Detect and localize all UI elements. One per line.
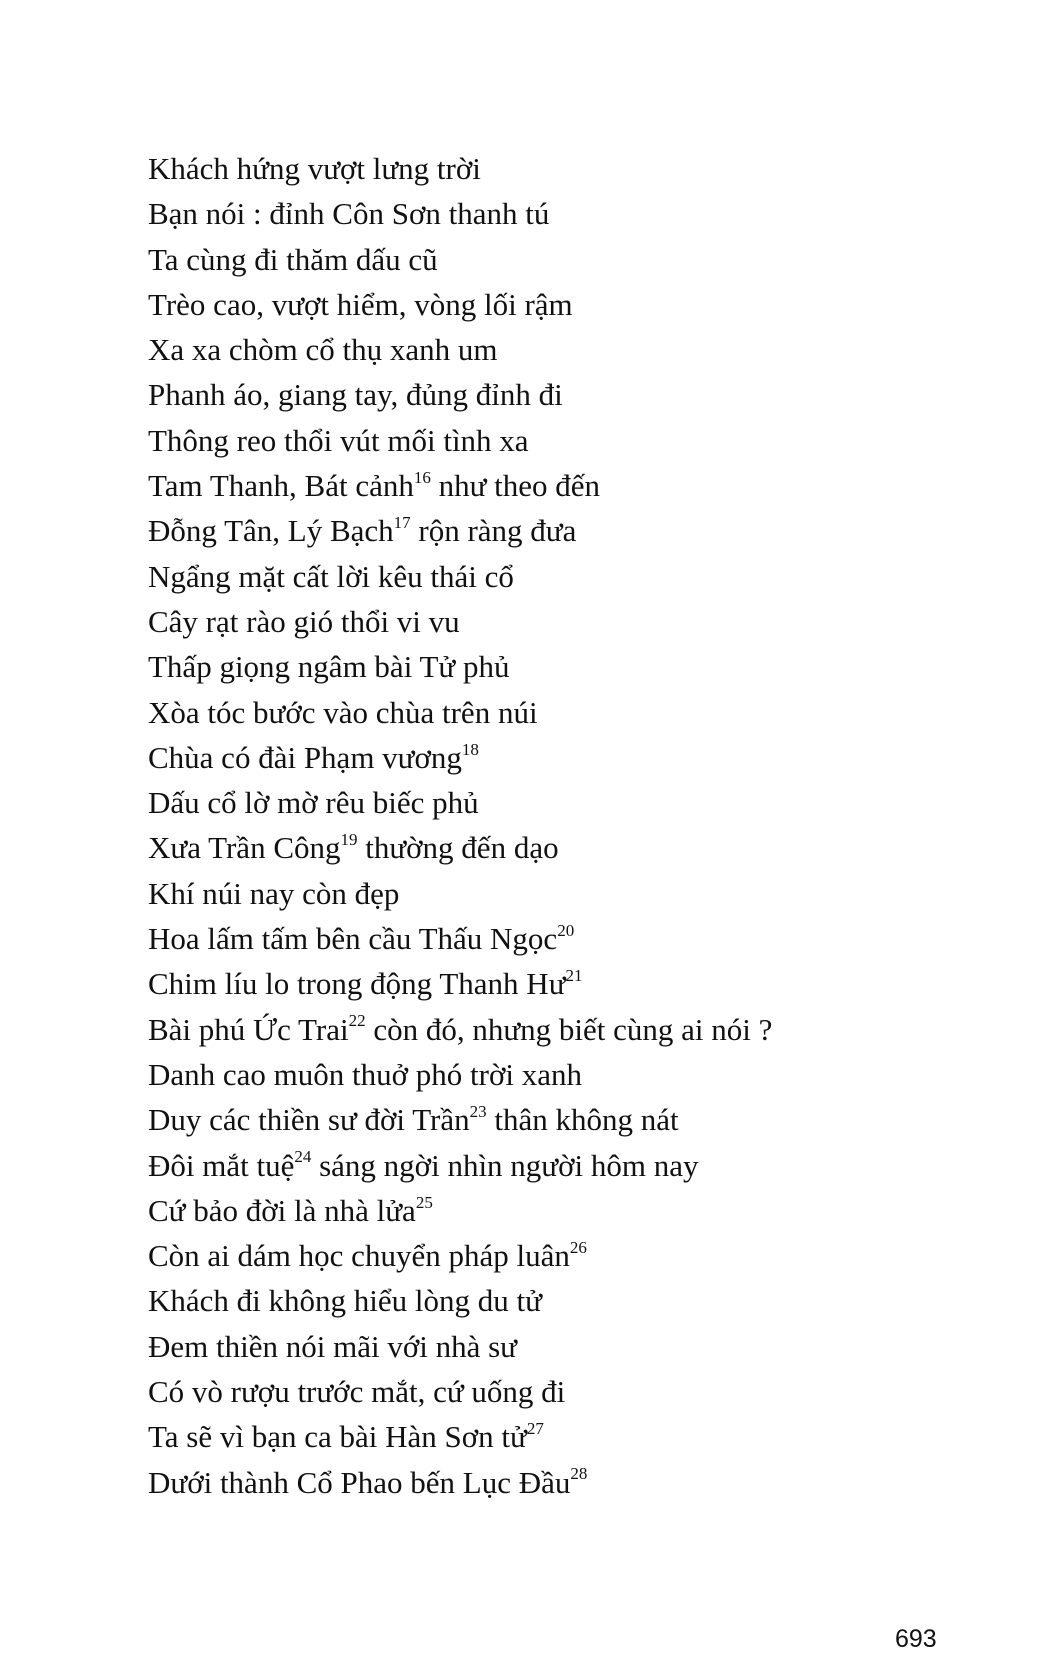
poem-line-text: Xòa tóc bước vào chùa trên núi	[148, 694, 538, 730]
poem-line	[148, 780, 1028, 825]
poem-line	[148, 690, 1028, 735]
poem-line-text: Ta cùng đi thăm dấu cũ	[148, 241, 438, 277]
poem-line	[148, 508, 1028, 553]
footnote-marker: 24	[294, 1147, 312, 1167]
footnote-marker: 20	[557, 920, 575, 940]
poem-line	[148, 1143, 1028, 1188]
footnote-marker: 26	[569, 1237, 587, 1257]
poem-line-text: Khách hứng vượt lưng trời	[148, 151, 481, 186]
footnote-marker: 23	[469, 1101, 487, 1121]
poem-line-text: Chim líu lo trong động Thanh Hư	[148, 966, 566, 1002]
footnote-marker: 21	[565, 966, 583, 986]
poem-line-text: Cứ bảo đời là nhà lửa	[148, 1192, 416, 1228]
poem-line-text: Xưa Trần Công	[148, 830, 341, 866]
poem-line	[148, 1460, 1028, 1505]
footnote-marker: 19	[340, 830, 358, 850]
poem-line-continuation: thường đến dạo	[357, 830, 559, 866]
poem-line	[148, 825, 1028, 870]
poem-line	[148, 237, 1028, 282]
poem-line	[148, 282, 1028, 327]
poem-line-text: Duy các thiền sư đời Trần	[148, 1102, 470, 1138]
poem-line	[148, 372, 1028, 417]
poem-line-continuation: như theo đến	[430, 468, 601, 504]
footnote-marker: 27	[526, 1418, 544, 1438]
poem-line	[148, 1233, 1028, 1278]
poem-line-text: Xa xa chòm cổ thụ xanh um	[148, 332, 498, 368]
footnote-marker: 25	[415, 1192, 433, 1212]
poem-line-text: Bài phú Ức Trai	[148, 1011, 349, 1047]
poem-line-text: Trèo cao, vượt hiểm, vòng lối rậm	[148, 286, 573, 322]
poem-line	[148, 418, 1028, 463]
poem-line-text: Hoa lấm tấm bên cầu Thấu Ngọc	[148, 921, 558, 957]
footnote-marker: 16	[413, 467, 431, 487]
poem-line	[148, 1188, 1028, 1233]
poem-line	[148, 871, 1028, 916]
poem-line	[148, 1278, 1028, 1323]
poem-line-text: Khách đi không hiểu lòng du tử	[148, 1283, 542, 1319]
poem-line-text: Ngẩng mặt cất lời kêu thái cổ	[148, 558, 514, 594]
poem-line	[148, 961, 1028, 1006]
page-number: 693	[895, 1625, 937, 1653]
poem-line	[148, 463, 1028, 508]
footnote-marker: 22	[348, 1011, 366, 1031]
poem-line	[148, 1097, 1028, 1142]
poem-line	[148, 1007, 1028, 1052]
poem-line	[148, 1324, 1028, 1369]
poem-line-text: Phanh áo, giang tay, đủng đỉnh đi	[148, 377, 563, 413]
footnote-marker: 18	[461, 739, 479, 759]
poem-line-text: Chùa có đài Phạm vương	[148, 739, 462, 775]
poem-line-continuation: sáng ngời nhìn người hôm nay	[311, 1147, 699, 1183]
poem-line	[148, 644, 1028, 689]
poem-line-text: Thông reo thổi vút mối tình xa	[148, 422, 529, 458]
poem-line-text: Dấu cổ lờ mờ rêu biếc phủ	[148, 785, 479, 821]
poem-line-continuation: thân không nát	[486, 1102, 679, 1138]
poem-line-text: Tam Thanh, Bát cảnh	[148, 468, 414, 504]
poem-line-text: Cây rạt rào gió thổi vi vu	[148, 603, 460, 639]
poem-line	[148, 1052, 1028, 1097]
poem-line	[148, 1414, 1028, 1459]
poem-line-text: Bạn nói : đỉnh Côn Sơn thanh tú	[148, 196, 550, 232]
poem-line	[148, 191, 1028, 236]
poem-line	[148, 1369, 1028, 1414]
poem-line-text: Thấp giọng ngâm bài Tử phủ	[148, 649, 510, 685]
poem-line	[148, 735, 1028, 780]
poem-line-continuation: còn đó, nhưng biết cùng ai nói ?	[365, 1011, 773, 1047]
poem-line	[148, 916, 1028, 961]
poem-line-text: Đỗng Tân, Lý Bạch	[148, 513, 394, 549]
footnote-marker: 28	[570, 1464, 588, 1484]
poem-line	[148, 146, 1028, 191]
poem-line-text: Dưới thành Cổ Phao bến Lục Đầu	[148, 1464, 571, 1500]
poem-line	[148, 599, 1028, 644]
footnote-marker: 17	[393, 513, 411, 533]
poem-line-text: Khí núi nay còn đẹp	[148, 875, 400, 911]
poem-line-text: Danh cao muôn thuở phó trời xanh	[148, 1056, 582, 1092]
poem-line-text: Có vò rượu trước mắt, cứ uống đi	[148, 1374, 566, 1410]
poem-line-text: Đôi mắt tuệ	[148, 1147, 295, 1183]
poem	[148, 146, 1028, 1505]
poem-line-text: Đem thiền nói mãi với nhà sư	[148, 1328, 517, 1364]
poem-line	[148, 554, 1028, 599]
poem-line-continuation: rộn ràng đưa	[410, 513, 577, 549]
poem-line-text: Ta sẽ vì bạn ca bài Hàn Sơn tử	[148, 1419, 527, 1455]
poem-line	[148, 327, 1028, 372]
poem-line-text: Còn ai dám học chuyển pháp luân	[148, 1238, 570, 1274]
